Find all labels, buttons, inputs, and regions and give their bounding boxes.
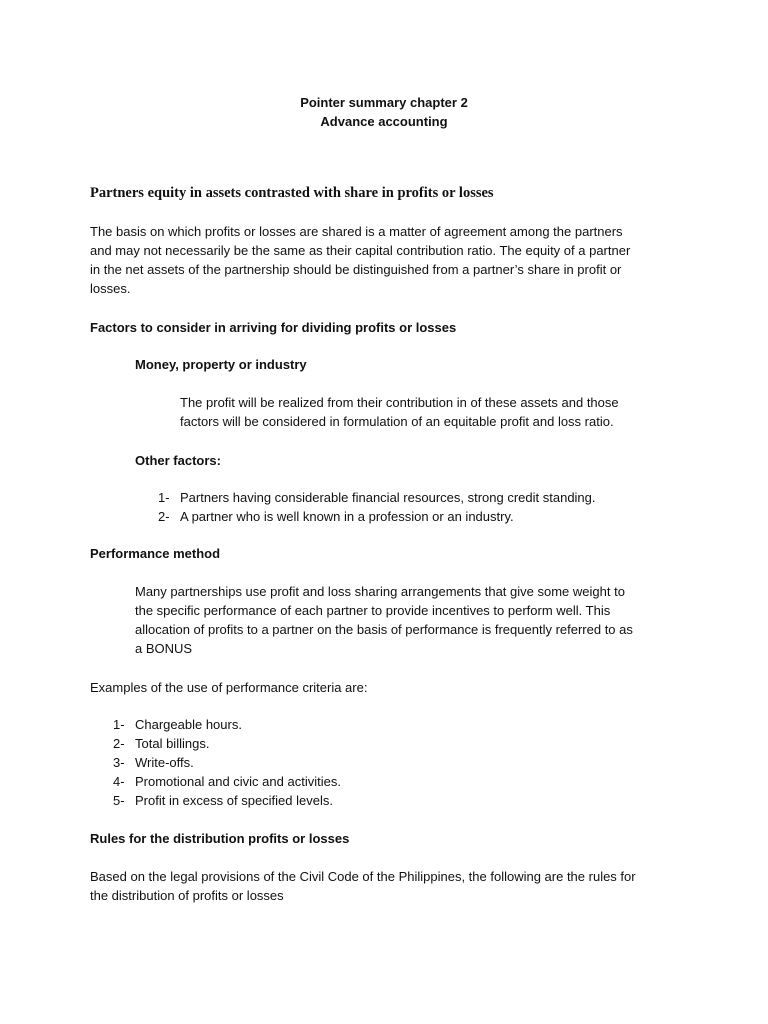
section-heading-rules: Rules for the distribution profits or losses <box>90 831 350 846</box>
list-item <box>113 772 673 791</box>
paragraph-line: allocation of profits to a partner on the basis of performance is frequently referred to as <box>135 622 633 637</box>
subheading-money-property-industry: Money, property or industry <box>135 357 307 372</box>
list-item-number: 4- <box>113 774 125 789</box>
paragraph-line: and may not necessarily be the same as their capital contribution ratio. The equity of a partner <box>90 243 631 258</box>
list-item <box>113 734 673 753</box>
list-item <box>113 753 673 772</box>
list-item-number: 3- <box>113 755 125 770</box>
list-item <box>158 488 718 507</box>
list-item <box>113 791 673 810</box>
examples-intro: Examples of the use of performance criteria are: <box>90 680 368 695</box>
list-item-text: Chargeable hours. <box>135 717 242 732</box>
paragraph-line: a BONUS <box>135 641 193 656</box>
list-item-number: 2- <box>158 509 170 524</box>
subheading-other-factors: Other factors: <box>135 453 221 468</box>
section-heading-performance: Performance method <box>90 546 221 561</box>
section-heading-equity: Partners equity in assets contrasted with share in profits or losses <box>90 185 494 201</box>
list-item-number: 1- <box>113 717 125 732</box>
document-subtitle: Advance accounting <box>320 114 448 129</box>
list-item-number: 2- <box>113 736 125 751</box>
paragraph-line: The basis on which profits or losses are shared is a matter of agreement among the partners <box>90 224 623 239</box>
paragraph-line: The profit will be realized from their contribution in of these assets and those <box>180 395 619 410</box>
paragraph-line: losses. <box>90 281 131 296</box>
list-item-number: 5- <box>113 793 125 808</box>
other-factors-list <box>158 488 718 526</box>
document-title: Pointer summary chapter 2 <box>300 95 468 110</box>
list-item-text: Partners having considerable financial resources, strong credit standing. <box>180 490 596 505</box>
section-heading-factors: Factors to consider in arriving for dividing profits or losses <box>90 320 457 335</box>
paragraph-line: the distribution of profits or losses <box>90 888 284 903</box>
list-item <box>113 715 673 734</box>
list-item <box>158 507 718 526</box>
performance-criteria-list <box>113 715 673 810</box>
list-item-text: Profit in excess of specified levels. <box>135 793 333 808</box>
list-item-text: Write-offs. <box>135 755 194 770</box>
list-item-text: Promotional and civic and activities. <box>135 774 341 789</box>
paragraph-line: factors will be considered in formulation of an equitable profit and loss ratio. <box>180 414 614 429</box>
list-item-text: A partner who is well known in a profession or an industry. <box>180 509 514 524</box>
list-item-number: 1- <box>158 490 170 505</box>
paragraph-line: the specific performance of each partner to provide incentives to perform well. This <box>135 603 611 618</box>
paragraph-line: Many partnerships use profit and loss sharing arrangements that give some weight to <box>135 584 625 599</box>
paragraph-line: in the net assets of the partnership should be distinguished from a partner’s share in profit or <box>90 262 622 277</box>
paragraph-line: Based on the legal provisions of the Civil Code of the Philippines, the following are the rules for <box>90 869 636 884</box>
list-item-text: Total billings. <box>135 736 210 751</box>
